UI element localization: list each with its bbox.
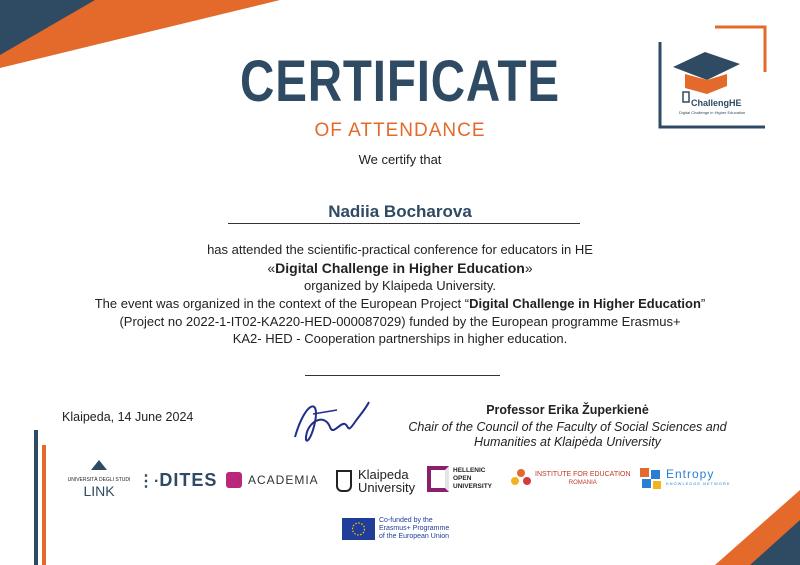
academia-icon bbox=[226, 472, 242, 488]
hellenic-text-1: HELLENIC bbox=[453, 467, 486, 474]
body-line-1: has attended the scientific-practical conference for educators in HE bbox=[207, 242, 593, 257]
entropy-text-1: Entropy bbox=[666, 467, 715, 481]
quote-open: « bbox=[267, 260, 276, 276]
signature-icon bbox=[285, 392, 375, 452]
dites-text: DITES bbox=[159, 470, 218, 490]
brand-logo-tagline: Digital Challenge in Higher Education bbox=[679, 110, 746, 115]
signatory-role bbox=[395, 420, 740, 450]
issue-date: Klaipeda, 14 June 2024 bbox=[62, 410, 194, 424]
ife-text-2: ROMANIA bbox=[568, 480, 597, 486]
eu-text-1: Co-funded by the bbox=[379, 517, 433, 524]
eu-flag-icon bbox=[342, 518, 375, 540]
recipient-name: Nadiia Bocharova bbox=[328, 202, 472, 221]
signatory-role-line-2: Humanities at Klaipėda University bbox=[474, 435, 661, 449]
bottom-left-corner-decoration bbox=[30, 430, 60, 565]
partner-logo-academia bbox=[226, 472, 319, 488]
klaipeda-text-1: Klaipeda bbox=[358, 467, 409, 482]
body-line-6: KA2- HED - Cooperation partnerships in higher education. bbox=[232, 331, 568, 346]
project-name: Digital Challenge in Higher Education bbox=[469, 296, 701, 311]
link-top-text: UNIVERSITÀ DEGLI STUDI bbox=[67, 477, 131, 483]
quote-close: » bbox=[524, 260, 533, 276]
body-line-4 bbox=[0, 296, 800, 311]
klaipeda-shield-icon bbox=[336, 470, 352, 492]
body-line-3: organized by Klaipeda University. bbox=[304, 278, 496, 293]
recipient-underline bbox=[228, 223, 580, 224]
conference-name: Digital Challenge in Higher Education bbox=[275, 260, 525, 276]
academia-text: ACADEMIA bbox=[248, 473, 319, 487]
link-name: LINK bbox=[83, 483, 115, 499]
certificate-subtitle: OF ATTENDANCE bbox=[314, 120, 486, 141]
certify-text: We certify that bbox=[358, 152, 442, 167]
partner-logo-link bbox=[64, 458, 134, 508]
signatory-role-line-1: Chair of the Council of the Faculty of Social Sciences and bbox=[408, 420, 727, 434]
eu-text-3: of the European Union bbox=[379, 533, 450, 540]
ife-flower-icon bbox=[510, 468, 532, 490]
hellenic-icon bbox=[427, 466, 449, 492]
body-line-5: (Project no 2022-1-IT02-KA220-HED-000087029) funded by the European programme Erasmus+ bbox=[119, 314, 681, 329]
entropy-blocks-icon bbox=[640, 468, 662, 490]
certificate-title: CERTIFICATE bbox=[240, 49, 560, 114]
dites-dot-icon: ⋮· bbox=[138, 473, 160, 490]
entropy-text-2: KNOWLEDGE NETWORK bbox=[666, 481, 731, 486]
partner-logo-ife bbox=[510, 468, 631, 490]
partner-logo-dites bbox=[138, 470, 217, 491]
signatory-name: Professor Erika Župerkienė bbox=[486, 403, 649, 417]
brand-logo-name: ChallengHE bbox=[691, 98, 742, 108]
conference-title bbox=[0, 260, 800, 276]
hellenic-text-3: UNIVERSITY bbox=[453, 483, 493, 490]
hellenic-text-2: OPEN bbox=[453, 475, 472, 482]
signature-rule bbox=[305, 375, 500, 376]
partner-logo-klaipeda bbox=[336, 468, 415, 494]
bottom-right-corner-decoration bbox=[680, 480, 800, 565]
body-line-4-prefix: The event was organized in the context of the European Project “ bbox=[94, 296, 470, 311]
klaipeda-text-2: University bbox=[358, 480, 416, 495]
link-crest-icon bbox=[89, 458, 109, 472]
ife-text-1: INSTITUTE FOR EDUCATION bbox=[535, 471, 631, 478]
partner-logo-entropy bbox=[640, 468, 731, 490]
eu-cofunded-logo bbox=[342, 517, 449, 541]
body-line-4-suffix: ” bbox=[700, 296, 706, 311]
partner-logo-hellenic bbox=[427, 466, 492, 492]
eu-text-2: Erasmus+ Programme bbox=[379, 525, 450, 532]
